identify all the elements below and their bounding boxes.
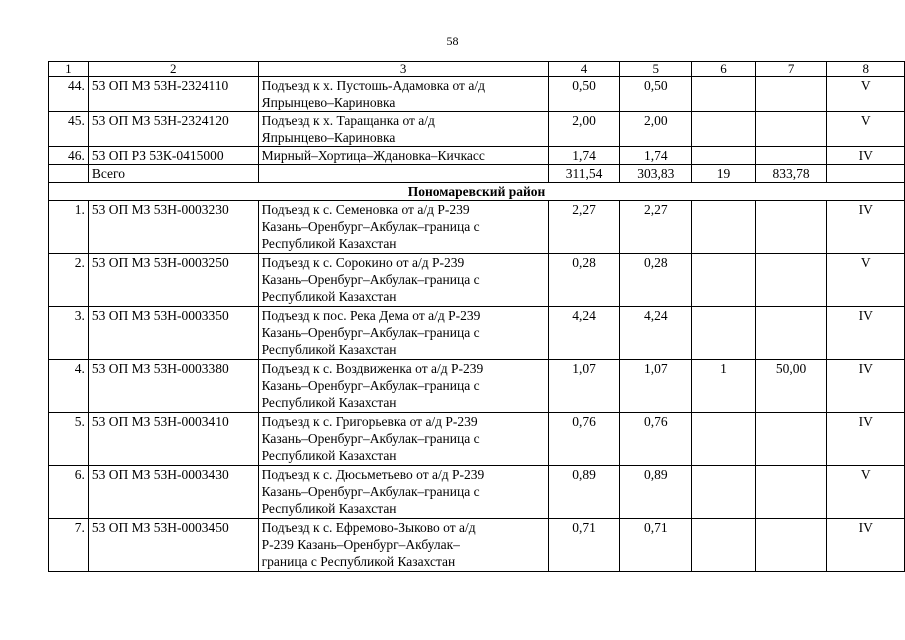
road-name: Подъезд к с. Дюсьметьево от а/д Р-239 Казань–Оренбург–Акбулак–граница с Республикой Казахстан — [258, 466, 548, 519]
bridges-count — [692, 254, 756, 307]
table-row — [49, 413, 905, 466]
road-category: IV — [827, 201, 905, 254]
table-row — [49, 360, 905, 413]
road-category: IV — [827, 307, 905, 360]
row-number: 4. — [49, 360, 89, 413]
road-code: 53 ОП РЗ 53К-0415000 — [88, 147, 258, 165]
table-body — [49, 77, 905, 572]
row-number: 46. — [49, 147, 89, 165]
length-hard: 1,07 — [620, 360, 692, 413]
road-code: 53 ОП МЗ 53Н-0003350 — [88, 307, 258, 360]
road-name: Подъезд к с. Григорьевка от а/д Р-239 Казань–Оренбург–Акбулак–граница с Республикой Казахстан — [258, 413, 548, 466]
length-hard: 1,74 — [620, 147, 692, 165]
length-hard: 0,71 — [620, 519, 692, 572]
road-code: 53 ОП МЗ 53Н-0003380 — [88, 360, 258, 413]
road-code: 53 ОП МЗ 53Н-2324110 — [88, 77, 258, 112]
road-category: IV — [827, 413, 905, 466]
road-code: 53 ОП МЗ 53Н-2324120 — [88, 112, 258, 147]
bridges-length — [755, 201, 827, 254]
bridges-length — [755, 254, 827, 307]
road-code: 53 ОП МЗ 53Н-0003450 — [88, 519, 258, 572]
road-name: Мирный–Хортица–Ждановка–Кичкасс — [258, 147, 548, 165]
table-row — [49, 77, 905, 112]
bridges-count — [692, 112, 756, 147]
length-hard: 2,27 — [620, 201, 692, 254]
total-row — [49, 165, 905, 183]
length-hard: 0,28 — [620, 254, 692, 307]
road-category: IV — [827, 519, 905, 572]
length-total: 0,50 — [548, 77, 620, 112]
road-category: V — [827, 254, 905, 307]
length-hard: 2,00 — [620, 112, 692, 147]
length-hard: 0,76 — [620, 413, 692, 466]
road-name: Подъезд к с. Воздвиженка от а/д Р-239 Казань–Оренбург–Акбулак–граница с Республикой Казахстан — [258, 360, 548, 413]
bridges-count — [692, 413, 756, 466]
row-number: 6. — [49, 466, 89, 519]
road-name: Подъезд к с. Сорокино от а/д Р-239 Казань–Оренбург–Акбулак–граница с Республикой Казахстан — [258, 254, 548, 307]
total-bridges-count: 19 — [692, 165, 756, 183]
header-row — [49, 62, 905, 77]
district-name: Пономаревский район — [49, 183, 905, 201]
total-name — [258, 165, 548, 183]
row-number: 7. — [49, 519, 89, 572]
total-length-hard: 303,83 — [620, 165, 692, 183]
bridges-count — [692, 77, 756, 112]
bridges-length — [755, 307, 827, 360]
length-total: 1,74 — [548, 147, 620, 165]
bridges-length — [755, 112, 827, 147]
total-category — [827, 165, 905, 183]
bridges-count — [692, 519, 756, 572]
bridges-count — [692, 147, 756, 165]
road-name: Подъезд к с. Семеновка от а/д Р-239 Казань–Оренбург–Акбулак–граница с Республикой Казахстан — [258, 201, 548, 254]
total-bridges-length: 833,78 — [755, 165, 827, 183]
column-header-5: 5 — [620, 62, 692, 77]
length-total: 4,24 — [548, 307, 620, 360]
row-number: 2. — [49, 254, 89, 307]
table-row — [49, 307, 905, 360]
length-total: 0,28 — [548, 254, 620, 307]
bridges-count — [692, 201, 756, 254]
row-number: 5. — [49, 413, 89, 466]
length-hard: 0,50 — [620, 77, 692, 112]
total-num — [49, 165, 89, 183]
table-row — [49, 254, 905, 307]
road-code: 53 ОП МЗ 53Н-0003410 — [88, 413, 258, 466]
road-category: V — [827, 466, 905, 519]
page-number: 58 — [446, 34, 459, 48]
district-row — [49, 183, 905, 201]
bridges-count — [692, 307, 756, 360]
total-label: Всего — [88, 165, 258, 183]
column-header-3: 3 — [258, 62, 548, 77]
table-row — [49, 147, 905, 165]
total-length: 311,54 — [548, 165, 620, 183]
road-category: IV — [827, 147, 905, 165]
row-number: 45. — [49, 112, 89, 147]
road-code: 53 ОП МЗ 53Н-0003430 — [88, 466, 258, 519]
table-row — [49, 201, 905, 254]
row-number: 1. — [49, 201, 89, 254]
table-row — [49, 466, 905, 519]
column-header-1: 1 — [49, 62, 89, 77]
length-total: 0,71 — [548, 519, 620, 572]
road-name: Подъезд к пос. Река Дема от а/д Р-239 Казань–Оренбург–Акбулак–граница с Республикой Казахстан — [258, 307, 548, 360]
row-number: 44. — [49, 77, 89, 112]
bridges-length — [755, 147, 827, 165]
bridges-length — [755, 413, 827, 466]
length-total: 2,27 — [548, 201, 620, 254]
bridges-length — [755, 466, 827, 519]
road-name: Подъезд к х. Пустошь-Адамовка от а/д Япрынцево–Кариновка — [258, 77, 548, 112]
road-category: IV — [827, 360, 905, 413]
bridges-length — [755, 519, 827, 572]
road-code: 53 ОП МЗ 53Н-0003230 — [88, 201, 258, 254]
road-code: 53 ОП МЗ 53Н-0003250 — [88, 254, 258, 307]
length-total: 2,00 — [548, 112, 620, 147]
bridges-length — [755, 77, 827, 112]
bridges-count: 1 — [692, 360, 756, 413]
column-header-7: 7 — [755, 62, 827, 77]
length-hard: 0,89 — [620, 466, 692, 519]
length-hard: 4,24 — [620, 307, 692, 360]
column-header-8: 8 — [827, 62, 905, 77]
roads-table — [48, 61, 905, 572]
length-total: 0,76 — [548, 413, 620, 466]
column-header-4: 4 — [548, 62, 620, 77]
road-category: V — [827, 77, 905, 112]
table-row — [49, 112, 905, 147]
table-row — [49, 519, 905, 572]
bridges-length: 50,00 — [755, 360, 827, 413]
bridges-count — [692, 466, 756, 519]
length-total: 1,07 — [548, 360, 620, 413]
row-number: 3. — [49, 307, 89, 360]
road-name: Подъезд к с. Ефремово-Зыково от а/д Р-239 Казань–Оренбург–Акбулак– граница с Республикой Казахстан — [258, 519, 548, 572]
road-name: Подъезд к х. Таращанка от а/д Япрынцево–Кариновка — [258, 112, 548, 147]
length-total: 0,89 — [548, 466, 620, 519]
column-header-2: 2 — [88, 62, 258, 77]
road-category: V — [827, 112, 905, 147]
column-header-6: 6 — [692, 62, 756, 77]
